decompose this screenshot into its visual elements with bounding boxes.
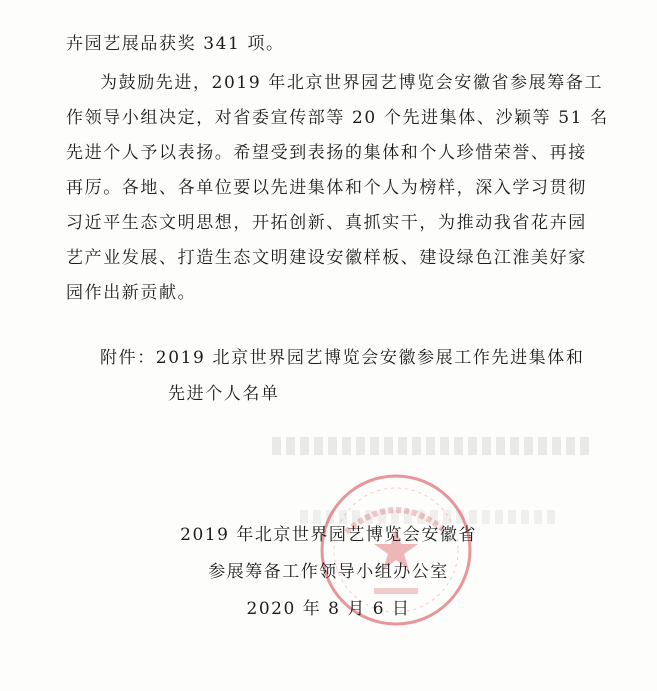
body-line: 作领导小组决定，对省委宣传部等 20 个先进集体、沙颖等 51 名: [66, 108, 609, 128]
signature-org-line-2: 参展筹备工作领导小组办公室: [208, 562, 449, 582]
bleed-through-text: [272, 437, 592, 455]
body-line: 为鼓励先进，2019 年北京世界园艺博览会安徽省参展筹备工: [100, 73, 604, 93]
body-line: 园作出新贡献。: [66, 283, 197, 303]
attachment-line-1: 附件：2019 北京世界园艺博览会安徽参展工作先进集体和: [100, 348, 585, 368]
signature-date: 2020 年 8 月 6 日: [246, 599, 411, 619]
body-line: 卉园艺展品获奖 341 项。: [66, 34, 285, 54]
attachment-line-2: 先进个人名单: [168, 384, 280, 404]
body-line: 艺产业发展、打造生态文明建设安徽样板、建设绿色江淮美好家: [66, 248, 587, 268]
body-line: 先进个人予以表扬。希望受到表扬的集体和个人珍惜荣誉、再接: [66, 143, 587, 163]
body-line: 习近平生态文明思想，开拓创新、真抓实干，为推动我省花卉园: [66, 213, 587, 233]
signature-org-line-1: 2019 年北京世界园艺博览会安徽省: [180, 525, 477, 545]
body-line: 再厉。各地、各单位要以先进集体和个人为榜样，深入学习贯彻: [66, 178, 587, 198]
